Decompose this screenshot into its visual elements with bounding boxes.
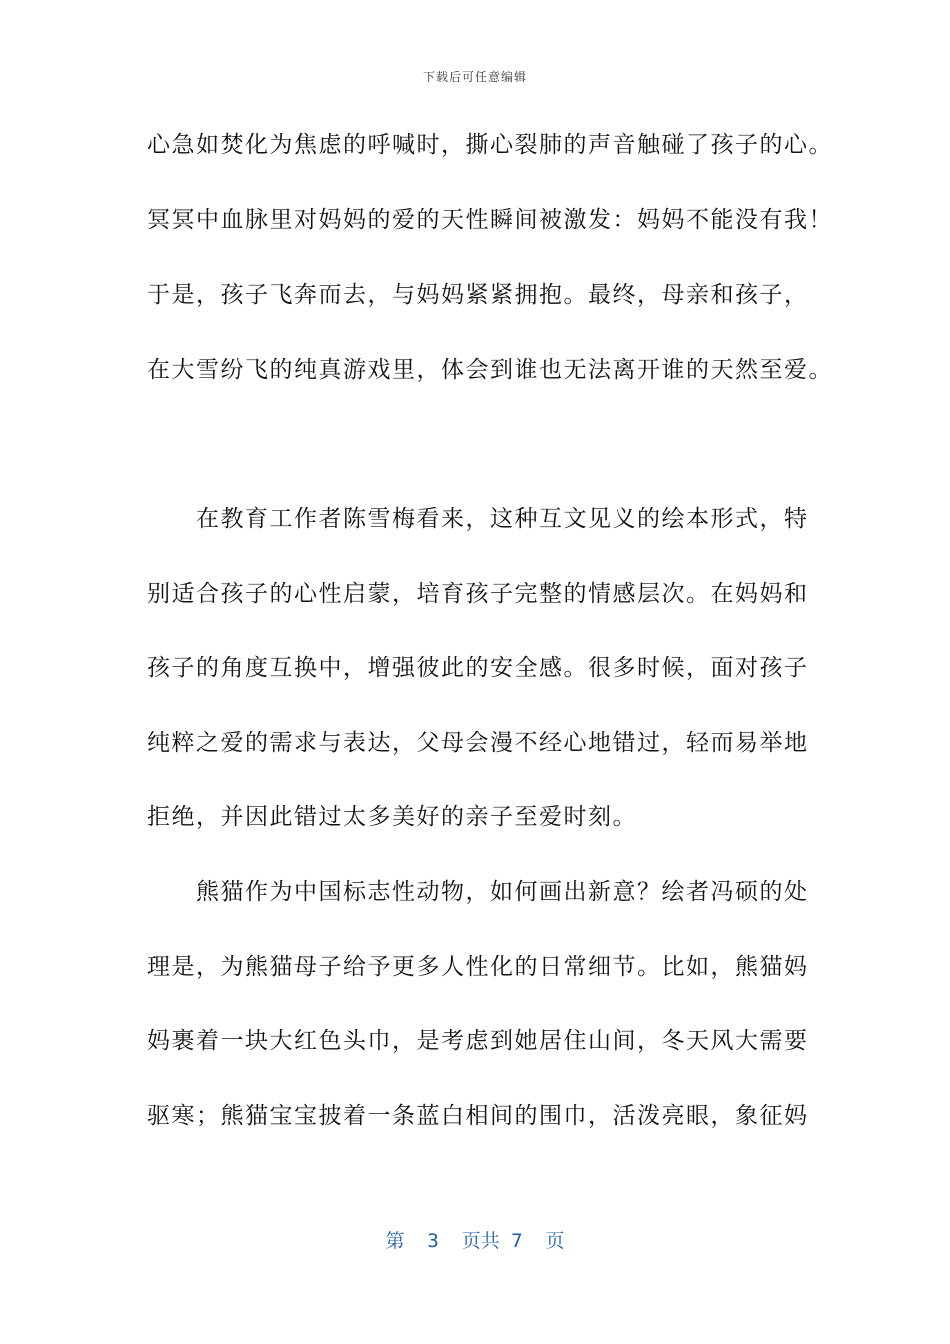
text-line: 纯粹之爱的需求与表达，父母会漫不经心地错过，轻而易举地 [147, 730, 809, 756]
page-number: 第 3 页共 7 页 [385, 1230, 565, 1252]
text-line: 驱寒；熊猫宝宝披着一条蓝白相间的围巾，活泼亮眼，象征妈 [147, 1103, 809, 1129]
text-line: 妈裹着一块大红色头巾，是考虑到她居住山间，冬天风大需要 [147, 1028, 809, 1054]
text-line: 熊猫作为中国标志性动物，如何画出新意？绘者冯硕的处 [147, 879, 809, 905]
text-line: 于是，孩子飞奔而去，与妈妈紧紧拥抱。最终，母亲和孩子， [147, 282, 809, 308]
text-line: 别适合孩子的心性启蒙，培育孩子完整的情感层次。在妈妈和 [147, 581, 809, 607]
header-note: 下载后可任意编辑 [422, 70, 527, 84]
text-line: 在教育工作者陈雪梅看来，这种互文见义的绘本形式，特 [147, 506, 809, 532]
text-line: 在大雪纷飞的纯真游戏里，体会到谁也无法离开谁的天然至爱。 [147, 357, 833, 383]
text-line: 孩子的角度互换中，增强彼此的安全感。很多时候，面对孩子 [147, 655, 809, 681]
text-line: 冥冥中血脉里对妈妈的爱的天性瞬间被激发：妈妈不能没有我！ [147, 207, 833, 233]
text-line: 拒绝，并因此错过太多美好的亲子至爱时刻。 [147, 804, 637, 830]
text-line: 心急如焚化为焦虑的呼喊时，撕心裂肺的声音触碰了孩子的心。 [147, 132, 833, 158]
text-line: 理是，为熊猫母子给予更多人性化的日常细节。比如，熊猫妈 [147, 954, 809, 980]
